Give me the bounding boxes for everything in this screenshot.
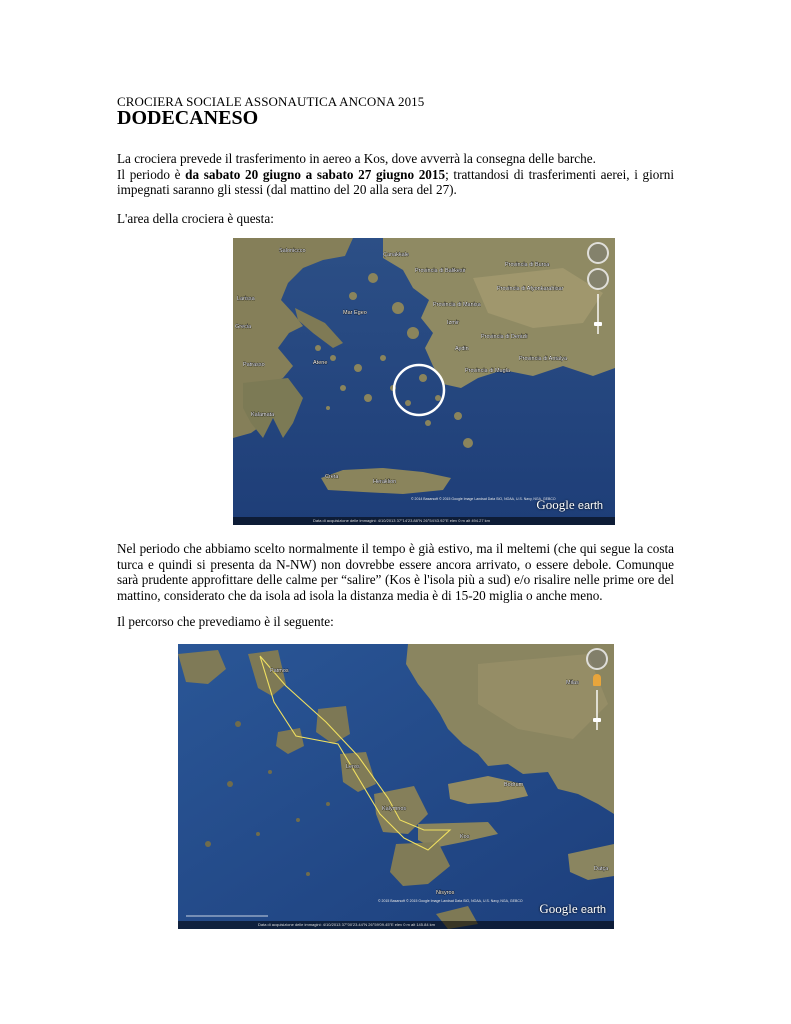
map2-label: Patmos [270,668,289,674]
aegean-map-image [233,238,615,525]
aegean-map-graphic [233,238,615,525]
map2-credits: © 2015 Basarsoft © 2015 Google Image Landsat Data SIO, NOAA, U.S. Navy, NGA, GEBCO [378,899,523,903]
map1-label: Atene [313,360,328,366]
weather-paragraph: Nel periodo che abbiamo scelto normalmente il tempo è già estivo, ma il meltemi (che qui segue la costa turca e quindi si presenta da N-NW) non dovrebbe essere ancora arrivato, o essere debole. Comunque sarà prudente approfittare delle calme per “salire” (Kos è l'isola più a sud) e/o risalire nelle prime ore del mattino, considerato che da isola ad isola la distanza media è di 15-20 miglia o anche meno. [117,541,674,603]
map1-label: Mar Egeo [343,310,367,316]
map2-navigation-controls[interactable] [586,648,608,730]
move-joystick-icon[interactable] [587,268,609,290]
intro-line: La crociera prevede il trasferimento in aereo a Kos, dove avverrà la consegna delle barche. [117,151,596,166]
map1-label: Provincia di Denizli [481,334,528,340]
map1-credits: © 2014 Basarsoft © 2015 Google Image Landsat Data SIO, NOAA, U.S. Navy, NGA, GEBCO [411,497,556,501]
map1-label: Aydin [455,346,469,352]
map1-navigation-controls[interactable] [587,242,609,334]
map1-label: Izmir [447,320,459,326]
look-joystick-icon[interactable] [587,242,609,264]
map1-label: Kalamata [251,412,275,418]
look-joystick-icon[interactable] [586,648,608,670]
google-earth-logo: Google earth [536,497,603,512]
period-suffix: ; trattandosi di trasferimenti aerei, i giorni impegnati saranno gli stessi (dal mattino del 20 alla sera del 27). [117,166,675,198]
document-title: DODECANESO [117,107,259,129]
google-earth-logo: Google earth [539,901,606,916]
map1-status-bar: Data di acquisizione delle immagini: 4/10/2013 37°14'23.88"N 26°54'43.92"E elev 0 m alt 494.27 km [233,517,615,525]
street-view-pegman-icon[interactable] [593,674,601,686]
zoom-slider[interactable] [597,294,599,334]
map1-label: Provincia di Bursa [505,262,550,268]
area-caption: L'area della crociera è questa: [117,211,274,226]
map1-label: Çanakkale [383,252,409,258]
map2-label: Kos [460,834,470,840]
period-dates: da sabato 20 giugno a sabato 27 giugno 2015 [185,166,446,182]
map2-label: Kalymnos [382,806,407,812]
map1-label: Provincia di Manisa [433,302,481,308]
map1-label: Grecia [235,324,252,330]
map1-label: Provincia di Mugla [465,368,510,374]
intro-paragraph [117,151,674,198]
map1-label: Creta [325,474,339,480]
map2-label: Leros [346,764,360,770]
route-map-graphic [178,644,614,929]
zoom-slider[interactable] [596,690,598,730]
map1-label: Provincia di Afyonkarahisar [497,286,564,292]
map2-label: Bodrum [504,782,524,788]
map1-label: Heraklion [373,479,397,485]
map1-label: Provincia di Balikesir [415,268,466,274]
map2-label: Milas [566,680,579,686]
route-map-image [178,644,614,929]
map1-label: Patrasso [243,362,265,368]
map2-label: Datça [594,866,609,872]
map2-label: Nisyros [436,890,455,896]
map1-label: Saloniccco [279,248,306,254]
period-prefix: Il periodo è [117,166,186,182]
document-supertitle: CROCIERA SOCIALE ASSONAUTICA ANCONA 2015 [117,94,425,109]
route-caption: Il percorso che prevediamo è il seguente: [117,614,334,629]
map1-label: Larissa [237,296,255,302]
map2-status-bar: Data di acquisizione delle immagini: 4/10/2013 37°00'23.44"N 26°59'09.45"E elev 0 m alt 145.84 km [178,921,614,929]
map1-label: Provincia di Antalya [519,356,567,362]
